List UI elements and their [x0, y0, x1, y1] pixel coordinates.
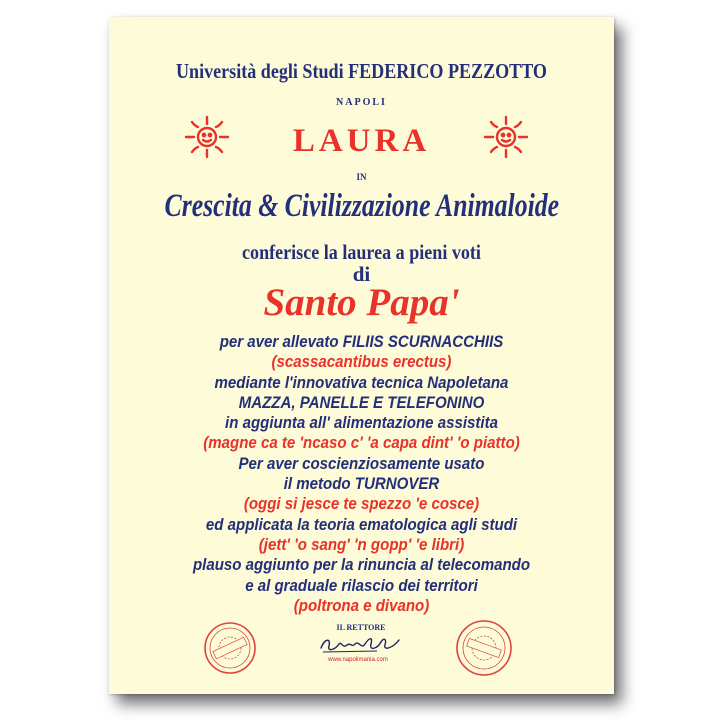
- citation-line: in aggiunta all' alimentazione assistita: [225, 414, 498, 433]
- citation-line: (poltrona e divano): [293, 596, 430, 615]
- course-title: Crescita & Civilizzazione Animaloide: [164, 188, 560, 224]
- citation-line: il metodo TURNOVER: [283, 475, 440, 494]
- di-label: di: [352, 262, 371, 286]
- website-link[interactable]: www.napolimania.com: [328, 657, 388, 663]
- city-label: NAPOLI: [336, 97, 387, 108]
- citation-line: (jett' 'o sang' 'n gopp' 'e libri): [258, 535, 465, 554]
- stamp-icon: [455, 619, 513, 677]
- signature-icon: [317, 632, 405, 656]
- citation-line: per aver allevato FILIIS SCURNACCHIIS: [219, 333, 504, 351]
- graduate-name: LAURA: [292, 123, 431, 159]
- in-label: IN: [356, 172, 367, 182]
- citation-line: e al graduale rilascio dei territori: [245, 576, 478, 595]
- citation-line: ed applicata la teoria ematologica agli studi: [205, 515, 518, 534]
- university-title: Università degli Studi FEDERICO PEZZOTTO: [176, 59, 547, 83]
- citation-line: plauso aggiunto per la rinuncia al telecomando: [192, 556, 531, 575]
- citation-line: MAZZA, PANELLE E TELEFONINO: [238, 393, 485, 412]
- citation-line: (magne ca te 'ncaso c' 'a capa dint' 'o piatto): [203, 434, 520, 453]
- diploma-sheet: [109, 17, 614, 694]
- citation-line: Per aver coscienziosamente usato: [238, 454, 485, 473]
- rector-label: IL RETTORE: [336, 623, 386, 632]
- recipient-name: Santo Papa': [263, 281, 460, 324]
- conferral-text: conferisce la laurea a pieni voti: [242, 240, 481, 264]
- citation-line: (scassacantibus erectus): [271, 353, 452, 372]
- citation-line: (oggi si jesce te spezzo 'e cosce): [243, 495, 480, 514]
- citation-body: [109, 332, 614, 616]
- citation-line: mediante l'innovativa tecnica Napoletana: [214, 373, 509, 392]
- stamp-icon: [203, 621, 257, 675]
- sun-icon: [482, 115, 530, 159]
